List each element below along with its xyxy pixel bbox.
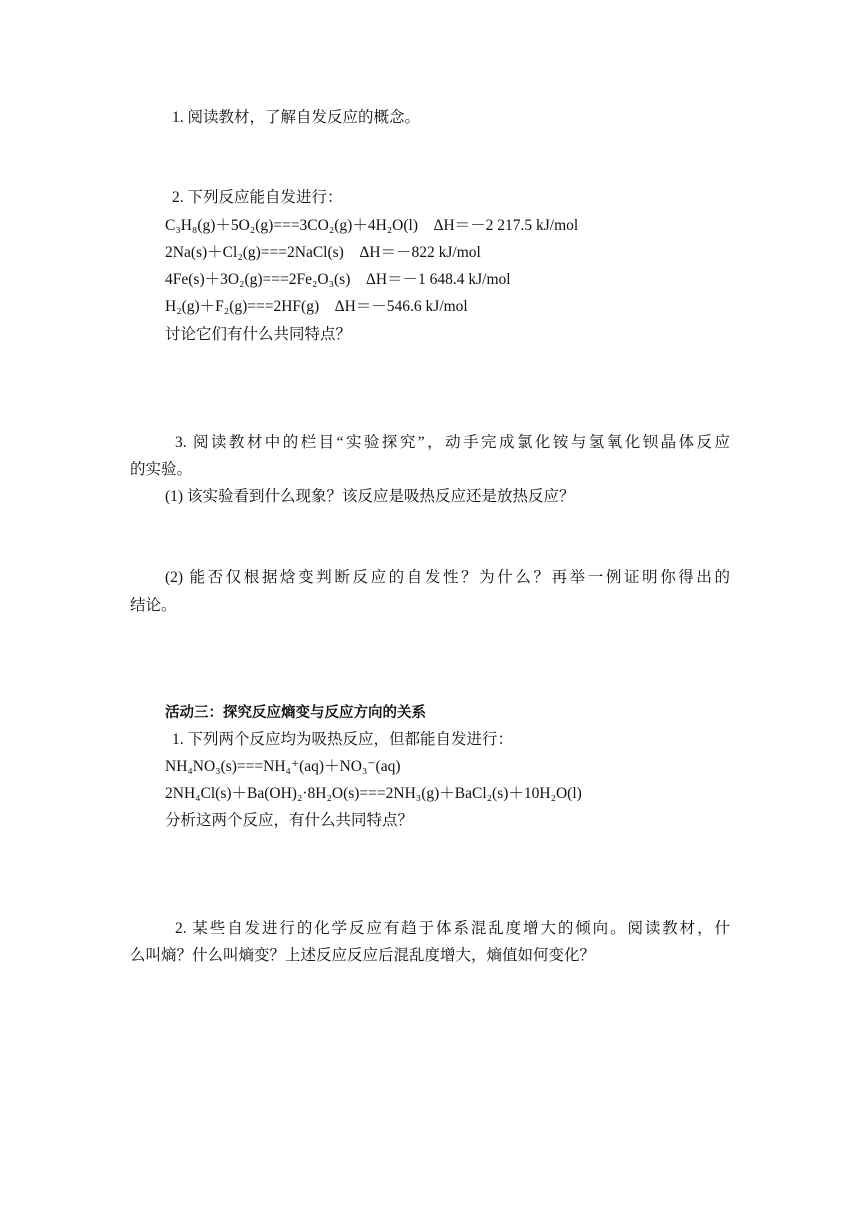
activity3-q2-line2: 么叫熵？什么叫熵变？上述反应反应后混乱度增大，熵值如何变化？ [130, 947, 596, 964]
activity3-heading: 活动三：探究反应熵变与反应方向的关系 [165, 705, 426, 721]
equation-ammonium-nitrate: NH₄NO₃(s)===NH₄⁺(aq)＋NO₃⁻(aq) [165, 758, 401, 775]
activity3-q1-intro: 1. 下列两个反应均为吸热反应，但都能自发进行： [172, 731, 514, 748]
activity3-q1-question: 分析这两个反应，有什么共同特点？ [165, 812, 414, 829]
q3-sub2-line1: (2) 能否仅根据焓变判断反应的自发性？为什么？再举一例证明你得出的 [165, 569, 730, 586]
activity3-q2-line1: 2. 某些自发进行的化学反应有趋于体系混乱度增大的倾向。阅读教材，什 [175, 920, 730, 937]
q3-line2: 的实验。 [130, 461, 193, 478]
q2-intro: 2. 下列反应能自发进行： [172, 189, 343, 206]
equation-hydrogen-fluoride: H₂(g)＋F₂(g)===2HF(g) ΔH＝－546.6 kJ/mol [165, 298, 468, 315]
equation-iron-oxide: 4Fe(s)＋3O₂(g)===2Fe₂O₃(s) ΔH＝－1 648.4 kJ/mol [165, 271, 511, 288]
q2-question: 讨论它们有什么共同特点？ [165, 326, 352, 343]
q3-line1: 3. 阅读教材中的栏目“实验探究”，动手完成氯化铵与氢氧化钡晶体反应 [175, 434, 730, 451]
q1-text: 1. 阅读教材，了解自发反应的概念。 [172, 109, 421, 126]
q3-sub2-line2: 结论。 [130, 597, 177, 614]
equation-sodium-chloride: 2Na(s)＋Cl₂(g)===2NaCl(s) ΔH＝－822 kJ/mol [165, 244, 481, 261]
equation-propane: C₃H₈(g)＋5O₂(g)===3CO₂(g)＋4H₂O(l) ΔH＝－2 217.5 kJ/mol [165, 217, 579, 234]
equation-ammonium-chloride: 2NH₄Cl(s)＋Ba(OH)₂·8H₂O(s)===2NH₃(g)＋BaCl₂(s)＋10H₂O(l) [165, 785, 582, 802]
q3-sub1: (1) 该实验看到什么现象？该反应是吸热反应还是放热反应？ [165, 488, 575, 505]
